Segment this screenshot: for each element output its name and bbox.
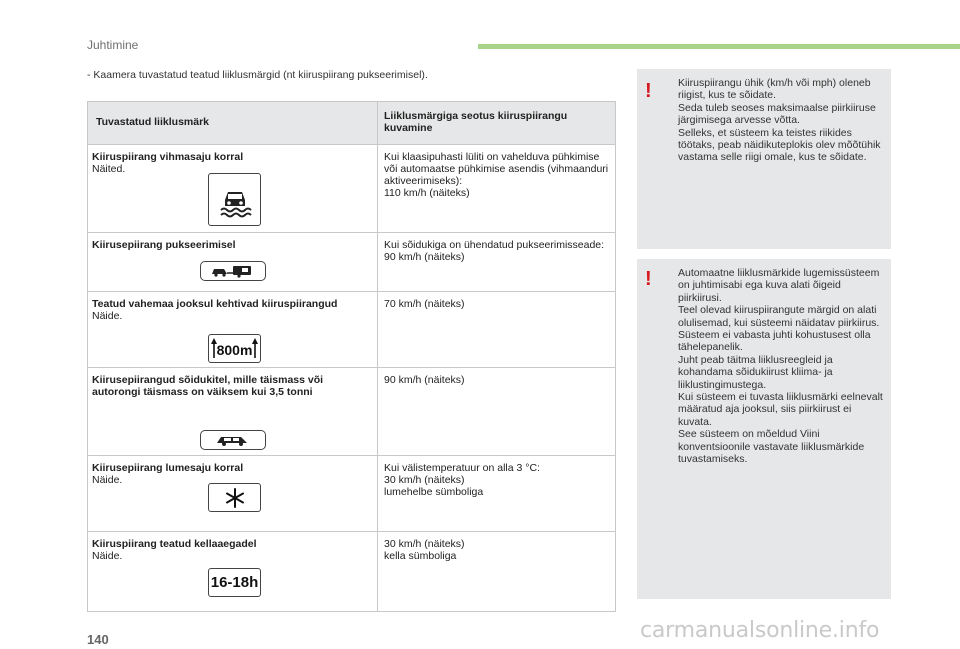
car-icon [200,430,266,450]
row-desc: Kui välistemperatuur on alla 3 °C: 30 km/h (näiteks) lumehelbe sümboliga [384,462,540,498]
car-on-wet-road-icon [208,173,261,226]
sign-text: 800m [216,342,253,358]
note-text: Kiiruspiirangu ühik (km/h või mph) oleneb riigist, kus te sõidate. Seda tuleb seoses maksimaalse piirkiiruse järgimisega arvesse võtta. Selleks, et süsteem ka teistes riikides töötaks, peab näidikuteplokis olev mõõtühik vastama selle riigi omale, kus te sõidate. [678,77,881,164]
row-desc: Kui sõidukiga on ühendatud pukseerimisseade: 90 km/h (näiteks) [384,239,605,263]
page-number: 140 [87,632,109,647]
car-towing-trailer-icon [200,261,266,281]
signs-table [87,101,616,612]
distance-arrows-icon [208,334,261,363]
time-range-icon [208,568,261,597]
row-title: Kiiruspiirang teatud kellaaegadel [92,538,257,550]
table-row [88,144,615,232]
row-title: Teatud vahemaa jooksul kehtivad kiiruspiirangud [92,298,338,310]
row-title: Kiirusepiirang lumesaju korral [92,462,244,474]
row-title: Kiiruspiirang vihmasaju korral [92,151,244,163]
snowflake-icon [208,483,261,512]
table-row [88,531,615,611]
row-sub: Näide. [92,550,123,562]
row-desc: 90 km/h (näiteks) [384,374,465,386]
row-sub: Näide. [92,310,123,322]
col1-header: Tuvastatud liiklusmärk [88,102,378,144]
sign-text: 16-18h [210,573,259,591]
table-row [88,367,615,455]
row-title: Kiirusepiirang pukseerimisel [92,239,236,251]
note-box [637,259,891,599]
intro-text: - Kaamera tuvastatud teatud liiklusmärgid (nt kiiruspiirang pukseerimisel). [87,69,428,81]
note-text: Automaatne liiklusmärkide lugemissüsteem on juhtimisabi ega kuva alati õigeid piirkiirusi. Teel olevad kiiruspiirangute märgid on alati olulisemad, kui süsteemi näidatav piirkiirus. Süsteem ei vabasta juhti kohustusest olla tähelepanelik. Juht peab täitma liiklusreegleid ja kohandama sõidukiirust kliima- ja liiklustingimustega. Kui süsteem ei tuvasta liiklusmärki eelnevalt määratud aja jooksul, siis piirkiirust ei kuvata. See süsteem on mõeldud Viini konventsioonile vastavate liiklusmärkide tuvastamiseks. [678,267,883,466]
section-title: Juhtimine [87,38,139,52]
row-title: Kiirusepiirangud sõidukitel, mille täismass või autorongi täismass on väiksem kui 3,5 tonni [92,374,324,398]
watermark: carmanualsonline.info [640,618,880,643]
table-row [88,455,615,531]
exclamation-icon: ! [645,80,652,102]
row-desc: 70 km/h (näiteks) [384,298,465,310]
row-sub: Näide. [92,474,123,486]
section-bar [478,44,960,49]
row-sub: Näited. [92,163,126,175]
table-row [88,291,615,367]
col2-header: Liiklusmärgiga seotus kiiruspiirangu kuvamine [384,110,568,134]
exclamation-icon: ! [645,268,652,290]
row-desc: 30 km/h (näiteks) kella sümboliga [384,538,465,562]
note-box [637,69,891,249]
table-row [88,232,615,291]
table-header [88,102,615,144]
row-desc: Kui klaasipuhasti lüliti on vahelduva pühkimise või automaatse pühkimise asendis (vihmaanduri aktiveerimiseks): 110 km/h (näiteks) [384,151,609,199]
